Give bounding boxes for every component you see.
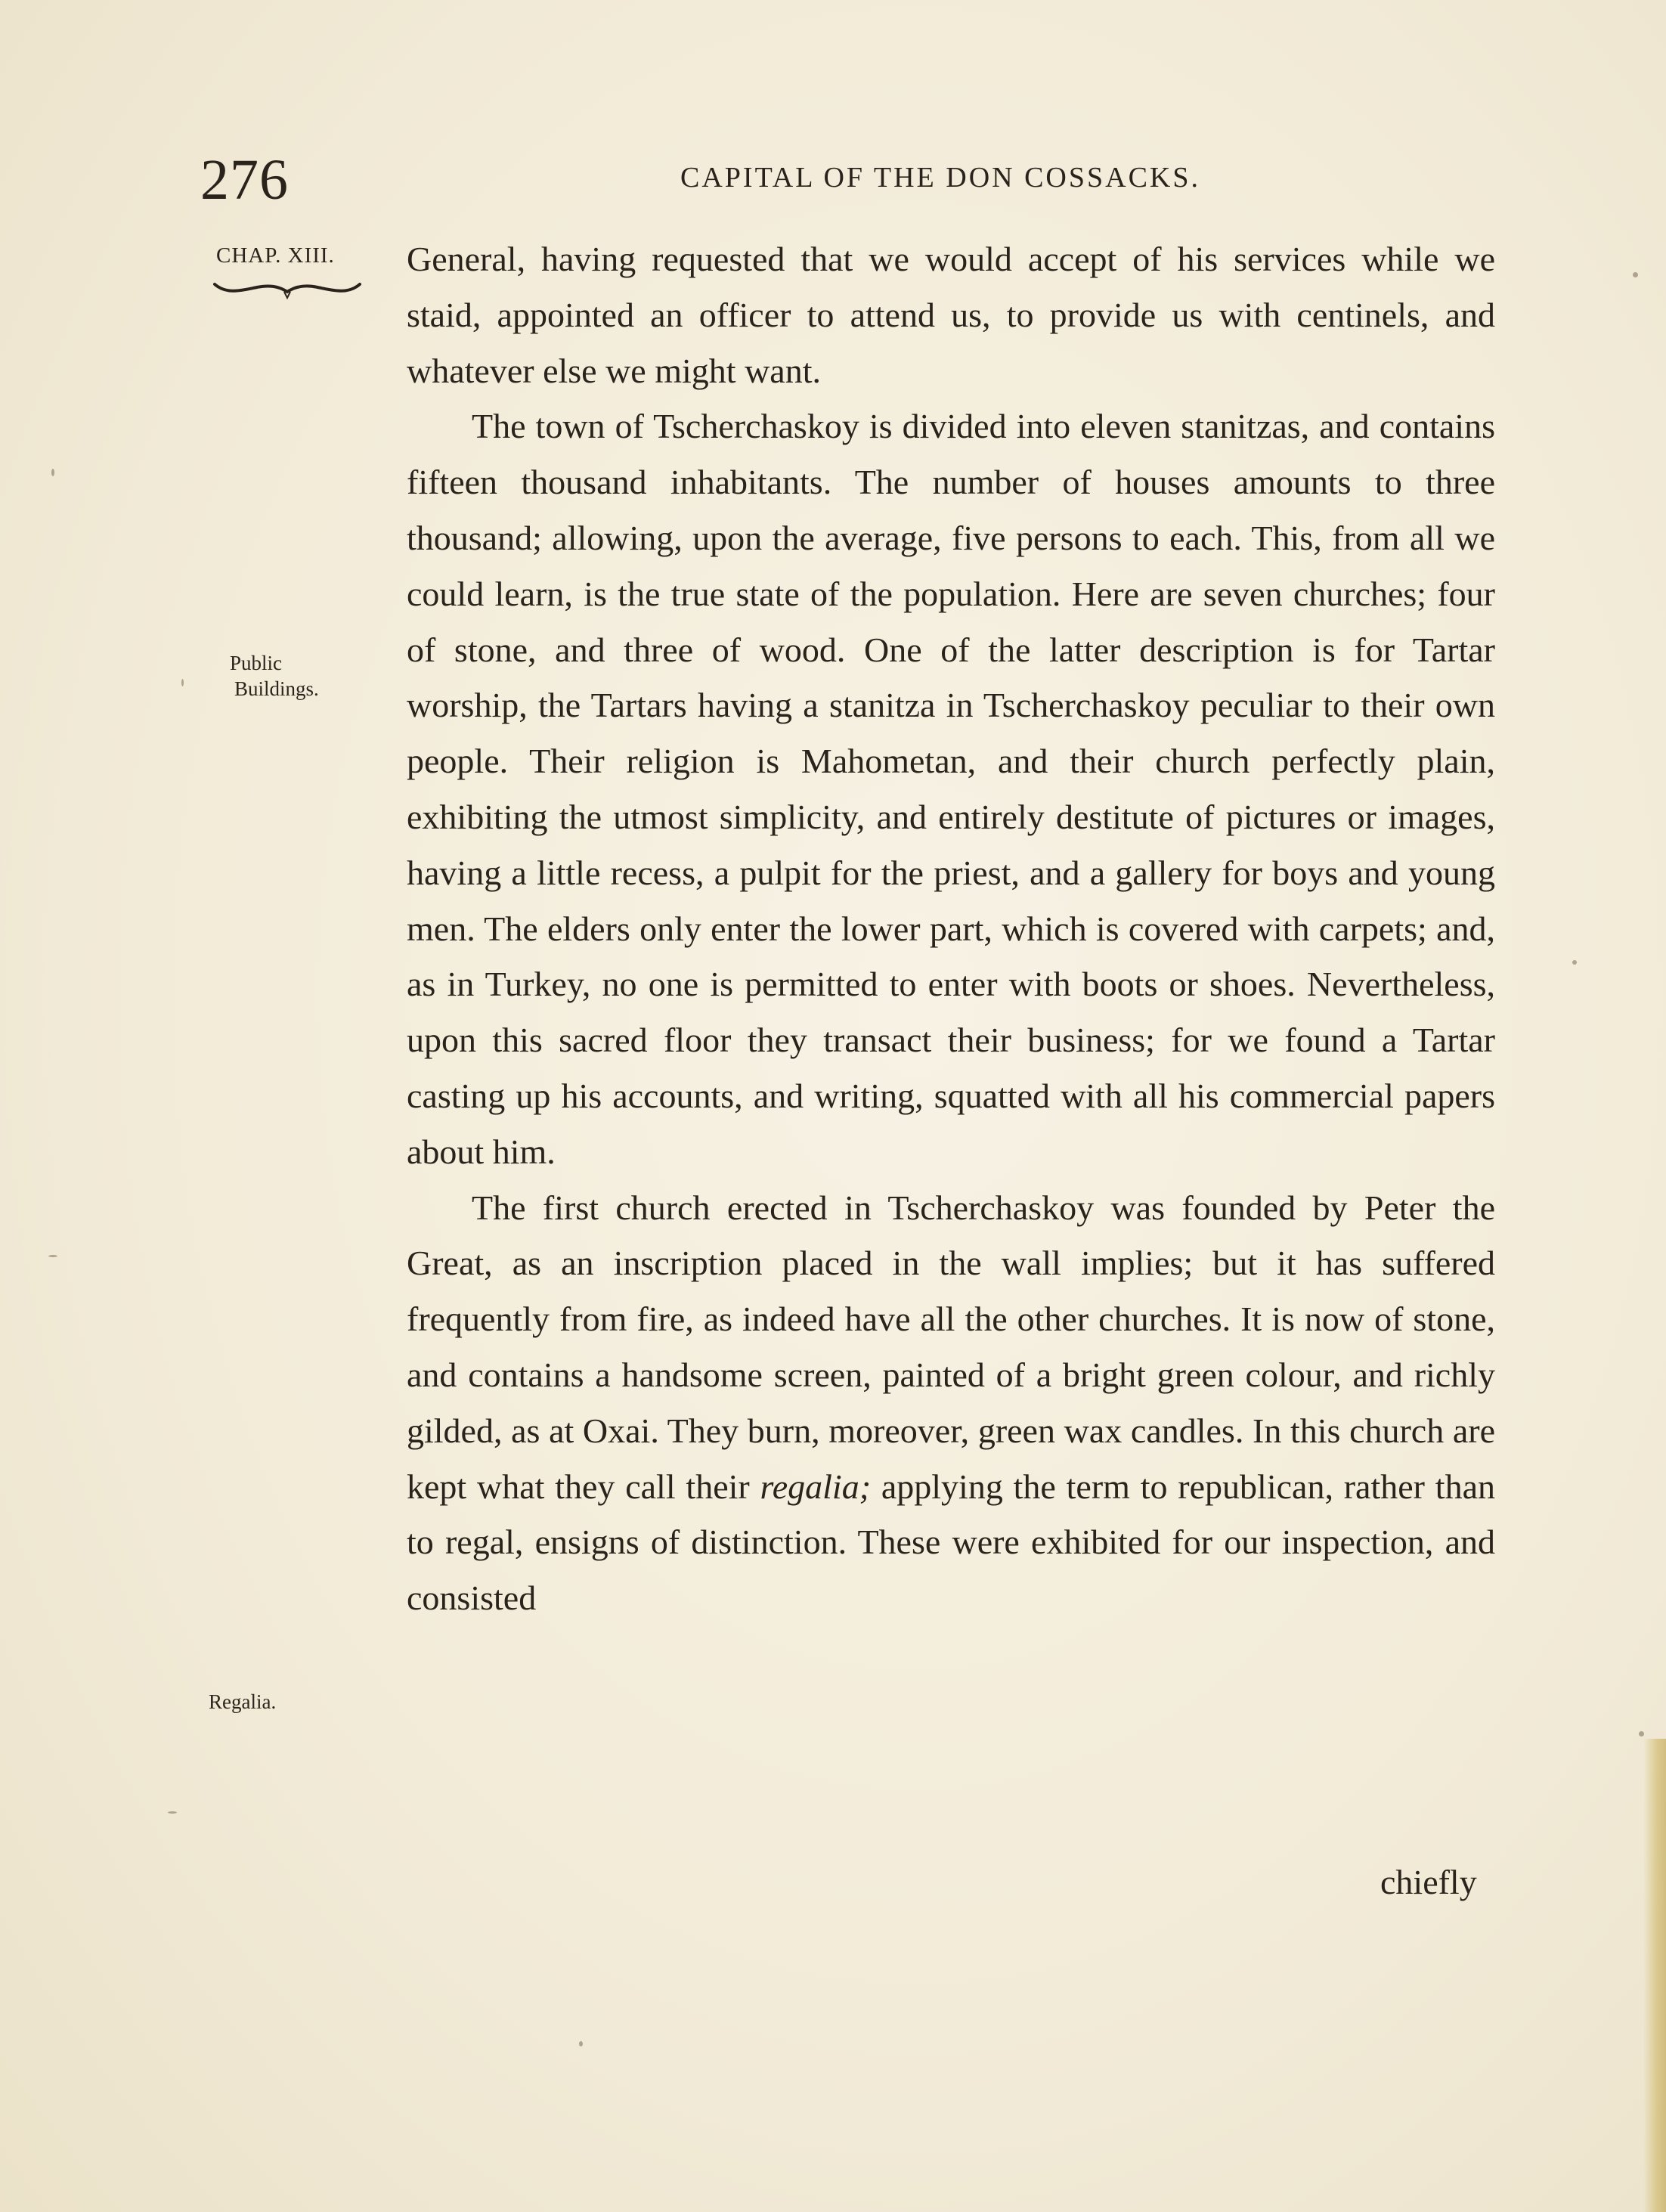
paragraph <box>407 1180 1495 1626</box>
paper-speck <box>168 1811 177 1814</box>
margin-note-line: Buildings. <box>234 677 319 700</box>
paragraph-text: The town of Tscherchaskoy is divided into eleven stanitzas, and contains fifteen thousand inhabitants. The number of houses amounts to three thousand; allowing, upon the average, five persons to each. This, from all we could learn, is the true state of the population. <box>407 407 1495 613</box>
paper-speck <box>51 469 54 476</box>
paper-speck <box>1572 960 1577 965</box>
italic-term: regalia; <box>760 1467 872 1506</box>
paragraph-text: The first church erected in Tscherchaskoy was founded by Peter the Great, as an inscription placed in the wall implies; but it has suffered frequently from fire, as indeed have all the other churches. It is now of stone, and contains a handsome screen, painted of a bright green colour, and richly gilded, as at Oxai. They burn, moreover, green wax candles. <box>407 1188 1495 1450</box>
paper-speck <box>48 1255 57 1257</box>
chapter-ornament-icon <box>212 278 363 308</box>
paragraph-text: In this church are kept what they call their <box>407 1411 1496 1506</box>
paper-speck <box>181 679 184 686</box>
margin-note-regalia: Regalia. <box>209 1690 277 1713</box>
paper-speck <box>579 2041 583 2046</box>
paper-speck <box>1633 272 1638 277</box>
paragraph: General, having requested that we would accept of his services while we staid, appointed an officer to attend us, to provide us with centinels, and whatever else we might want. <box>407 240 1495 390</box>
margin-note-public-buildings <box>227 650 319 702</box>
paragraph-text: applying the term to republican, rather than to regal, ensigns of distinction. These were exhibited for our inspection, and consisted <box>407 1467 1495 1618</box>
paragraph <box>407 398 1495 1179</box>
page-number: 276 <box>200 148 289 212</box>
margin-note-line: Public <box>230 652 283 674</box>
page-edge-shadow <box>1643 1739 1666 2212</box>
catchword: chiefly <box>1380 1863 1477 1901</box>
body-text <box>407 231 1495 1626</box>
chapter-label: CHAP. XIII. <box>216 243 335 268</box>
paper-speck <box>1639 1731 1644 1736</box>
paragraph-text: Here are seven churches; four of stone, and three of wood. One of the latter description is for Tartar worship, the Tartars having a stanitza in Tscherchaskoy peculiar to their own people. Their religion is Mahometan, and their church perfectly plain, exhibiting the utmost simplicity, and entirely destitute of pictures or images, having a little recess, a pulpit for the priest, and a gallery for boys and young men. The elders only enter the lower part, which is covered with carpets; and, as in Turkey, no one is permitted to enter with boots or shoes. Nevertheless, upon this sacred floor they transact their business; for we found a Tartar casting up his accounts, and writing, squatted with all his commercial papers about him. <box>407 574 1496 1171</box>
running-head: CAPITAL OF THE DON COSSACKS. <box>680 162 1200 194</box>
